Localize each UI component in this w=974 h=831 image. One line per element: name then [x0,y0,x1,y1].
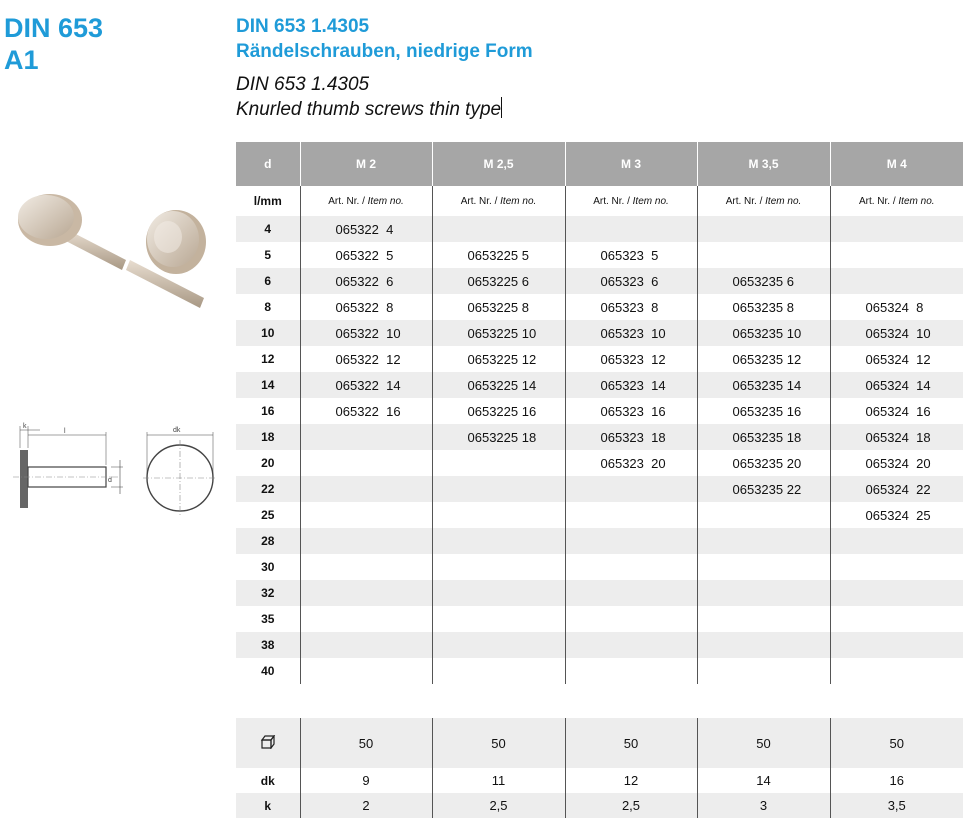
title-german-line1: DIN 653 1.4305 [236,16,370,37]
item-number: 0653235 6 [697,268,830,294]
table-row [236,216,963,242]
item-number [300,424,432,450]
item-number: 065323 16 [565,398,697,424]
item-number [565,580,697,606]
item-number [300,580,432,606]
item-number: 0653225 18 [432,424,565,450]
item-number [830,606,963,632]
item-number: 0653235 10 [697,320,830,346]
dk-value: 11 [432,768,565,793]
table-row [236,320,963,346]
item-number [300,554,432,580]
length-value: 20 [261,456,275,470]
item-number [432,450,565,476]
table-row [236,658,963,684]
item-number [697,554,830,580]
item-number: 065323 10 [565,320,697,346]
item-number: 065323 8 [565,294,697,320]
length-value: 38 [236,632,300,658]
drawing-label-dk: dk [173,427,181,434]
package-box-icon [236,718,300,768]
dk-value: 12 [565,768,697,793]
length-value: 5 [264,248,272,262]
item-number: 065323 5 [565,242,697,268]
item-number [432,658,565,684]
column-header: M 3 [565,142,697,186]
table-row [236,242,963,268]
item-number [830,580,963,606]
pack-quantity: 50 [432,718,565,768]
table-row [236,450,963,476]
item-number [565,632,697,658]
item-label: Art. Nr. / Item no. [565,186,697,216]
item-number: 065323 20 [565,450,697,476]
item-number: 065323 14 [565,372,697,398]
side-title [4,12,103,76]
item-number: 0653235 14 [697,372,830,398]
column-header: M 3,5 [697,142,830,186]
length-value: 12 [261,352,275,366]
length-value: 25 [261,508,275,522]
pack-quantity: 50 [300,718,432,768]
item-number [697,242,830,268]
product-photo [8,182,218,312]
table-row [236,632,963,658]
k-value: 3,5 [830,793,963,818]
item-number: 065322 4 [300,216,432,242]
item-number [830,632,963,658]
length-value: 28 [236,528,300,554]
item-label: Art. Nr. / Item no. [432,186,565,216]
k-value: 2,5 [565,793,697,818]
column-header: M 2,5 [432,142,565,186]
item-number: 0653225 10 [432,320,565,346]
item-number [300,658,432,684]
pack-quantity: 50 [565,718,697,768]
length-value: 18 [236,424,300,450]
side-title-line1: DIN 653 [4,13,104,43]
spec-table [236,718,963,818]
item-number [432,528,565,554]
item-number: 065322 5 [300,242,432,268]
item-number: 065324 8 [830,294,963,320]
length-value: 32 [236,580,300,606]
length-value: 4 [236,216,300,242]
table-row [236,606,963,632]
item-number [830,216,963,242]
k-row [236,793,963,818]
item-number [830,528,963,554]
item-number [300,606,432,632]
dk-value: 14 [697,768,830,793]
item-number [697,606,830,632]
item-number: 0653225 6 [432,268,565,294]
item-label: Art. Nr. / Item no. [300,186,432,216]
item-number [697,502,830,528]
item-number [830,268,963,294]
column-header: M 2 [300,142,432,186]
size-header-row [236,142,963,186]
item-number [565,606,697,632]
item-number [830,242,963,268]
item-number [432,216,565,242]
length-label: l/mm [253,194,282,208]
length-value: 6 [236,268,300,294]
item-number [432,502,565,528]
item-number: 0653235 16 [697,398,830,424]
k-value: 2,5 [432,793,565,818]
item-number [830,554,963,580]
item-number: 065324 16 [830,398,963,424]
item-number: 065322 10 [300,320,432,346]
item-number: 065324 18 [830,424,963,450]
length-value: 16 [261,404,275,418]
table-row [236,502,963,528]
text-cursor [501,97,502,118]
item-number [697,632,830,658]
item-number [300,450,432,476]
item-number: 065322 14 [300,372,432,398]
item-number [300,632,432,658]
technical-drawing [8,420,218,520]
length-value: 30 [261,560,275,574]
item-number: 0653235 20 [697,450,830,476]
dk-label: dk [260,773,275,788]
title-german [236,14,533,64]
item-number [697,580,830,606]
k-label: k [236,793,300,818]
item-number [565,502,697,528]
pack-quantity: 50 [697,718,830,768]
length-value: 40 [261,664,275,678]
length-value: 10 [236,320,300,346]
item-number: 065323 6 [565,268,697,294]
item-label: Art. Nr. / Item no. [830,186,963,216]
article-table [236,142,963,684]
item-label-row [236,186,963,216]
item-number [697,216,830,242]
item-number: 065324 20 [830,450,963,476]
item-number [697,658,830,684]
article-table-body [236,216,963,684]
item-number: 0653235 22 [697,476,830,502]
table-row [236,554,963,580]
dk-value: 9 [300,768,432,793]
item-number: 065322 12 [300,346,432,372]
title-english [236,73,502,122]
title-german-line2: Rändelschrauben, niedrige Form [236,41,533,62]
length-value: 22 [236,476,300,502]
item-number: 0653225 8 [432,294,565,320]
pack-row [236,718,963,768]
item-number: 065324 10 [830,320,963,346]
item-number [432,606,565,632]
dk-value: 16 [830,768,963,793]
item-number [432,554,565,580]
table-row [236,372,963,398]
item-number: 065323 18 [565,424,697,450]
item-number: 065322 16 [300,398,432,424]
item-number [565,528,697,554]
item-number [432,476,565,502]
table-row [236,294,963,320]
item-number: 065322 8 [300,294,432,320]
dk-row [236,768,963,793]
title-english-line1: DIN 653 1.4305 [236,74,370,95]
item-number [300,528,432,554]
drawing-label-k: k [23,423,27,430]
item-number: 065322 6 [300,268,432,294]
item-number: 0653225 14 [432,372,565,398]
item-number [300,502,432,528]
item-number: 0653225 16 [432,398,565,424]
drawing-label-d: d [108,477,112,484]
item-number [300,476,432,502]
item-number [432,580,565,606]
item-number: 0653235 12 [697,346,830,372]
item-number: 0653225 5 [432,242,565,268]
table-row [236,268,963,294]
column-header: M 4 [830,142,963,186]
corner-header: d [236,142,300,186]
item-number [432,632,565,658]
side-title-line2: A1 [4,45,39,75]
title-english-line2: Knurled thumb screws thin type [236,99,502,120]
table-row [236,528,963,554]
item-number: 065324 14 [830,372,963,398]
item-number: 065324 22 [830,476,963,502]
length-value: 14 [236,372,300,398]
drawing-label-l: l [64,428,66,435]
table-row [236,580,963,606]
item-number [565,216,697,242]
table-row [236,476,963,502]
item-number [565,476,697,502]
length-value: 35 [261,612,275,626]
item-number [565,658,697,684]
table-row [236,346,963,372]
item-number: 065324 12 [830,346,963,372]
item-number: 065323 12 [565,346,697,372]
item-number: 065324 25 [830,502,963,528]
table-row [236,424,963,450]
pack-quantity: 50 [830,718,963,768]
table-row [236,398,963,424]
item-number: 0653225 12 [432,346,565,372]
k-value: 3 [697,793,830,818]
item-number [697,528,830,554]
item-label: Art. Nr. / Item no. [697,186,830,216]
k-value: 2 [300,793,432,818]
item-number: 0653235 18 [697,424,830,450]
item-number [565,554,697,580]
length-value: 8 [264,300,272,314]
item-number: 0653235 8 [697,294,830,320]
item-number [830,658,963,684]
